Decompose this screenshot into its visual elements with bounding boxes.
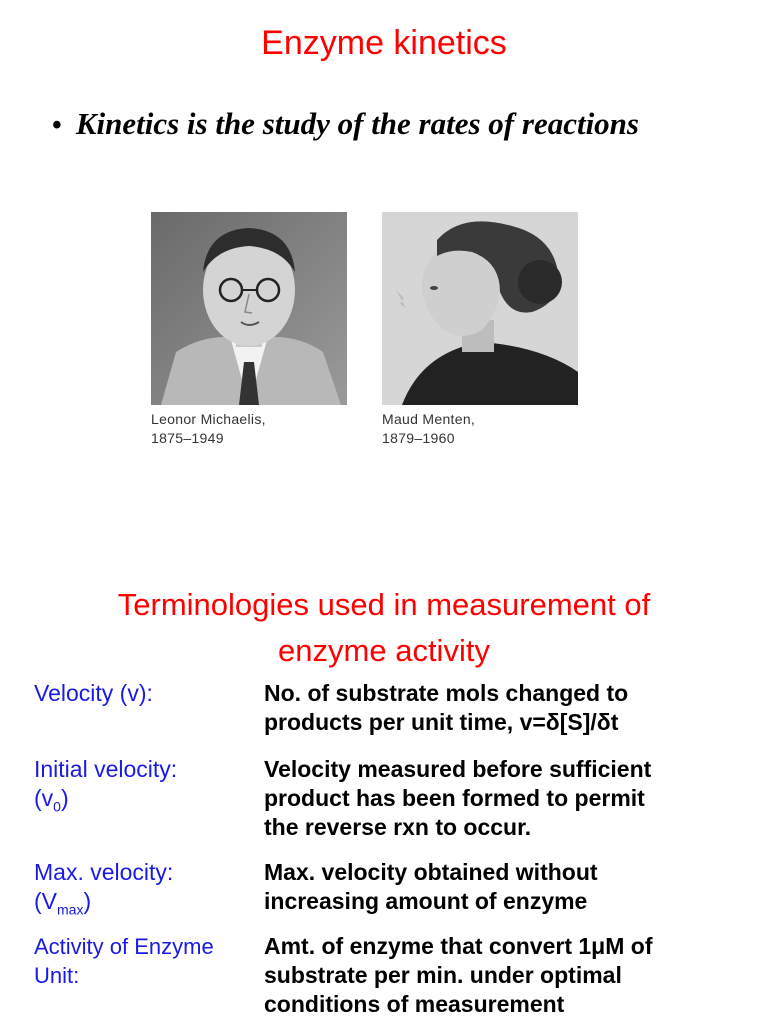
caption-menten [382,410,475,448]
caption-years: 1875–1949 [151,430,224,446]
slide-title: Enzyme kinetics [261,24,507,62]
term-label-initial-velocity: Initial velocity: $(v_0)$ [34,756,178,815]
caption-years: 1879–1960 [382,430,455,446]
term-label-velocity: Velocity (v): [34,680,153,706]
section-title [0,582,768,674]
bullet-point [52,106,752,142]
caption-name: Maud Menten, [382,411,476,427]
bullet-text: Kinetics is the study of the rates of reactions [75,106,639,141]
section-title-line2: enzyme activity [278,633,490,668]
caption-name: Leonor Michaelis, [151,411,266,427]
term-def-enzyme-unit: Amt. of enzyme that convert 1μM of substrate per min. under optimal conditions of measurement [264,933,653,1017]
caption-michaelis [151,410,266,448]
term-def-velocity: No. of substrate mols changed to products per unit time, v=δ[S]/δt [264,680,629,735]
symbol-vmax: $(V_{max})$ [34,888,92,918]
portrait-menten [382,212,578,405]
symbol-v0: $(v_0)$ [34,785,69,815]
bullet-icon: • [52,110,62,141]
term-def-max-velocity: Max. velocity obtained without increasing amount of enzyme [264,859,598,914]
section-title-line1: Terminologies used in measurement of [117,587,651,622]
term-def-initial-velocity: Velocity measured before sufficient product has been formed to permit the reverse rxn to occur. [264,756,652,840]
portrait-michaelis [151,212,347,405]
term-label-max-velocity: Max. velocity: $(V_{max})$ [34,859,174,918]
term-label-enzyme-unit: Activity of Enzyme Unit: [34,934,214,988]
